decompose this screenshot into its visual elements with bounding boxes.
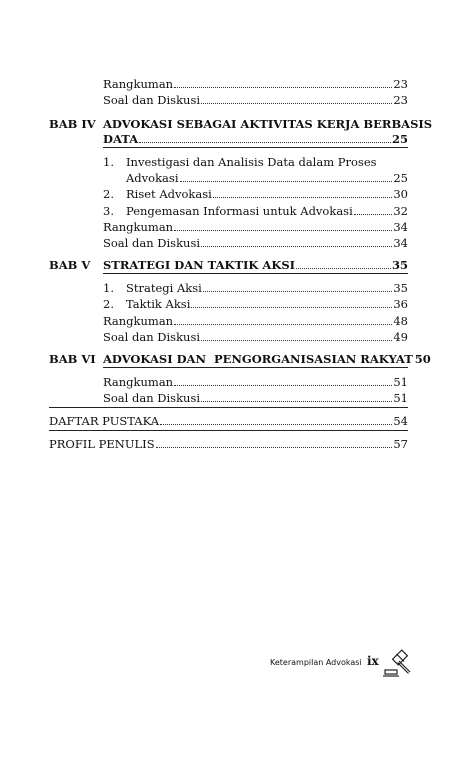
chapter-title-ch6: ADVOKASI DAN PENGORGANISASIAN RAKYAT <box>103 352 413 366</box>
toc-entry-page: 48 <box>393 314 408 328</box>
chapter-page-ch4: 25 <box>391 132 408 146</box>
chapter-label-ch4: BAB IV <box>49 117 96 131</box>
chapter-title-ch4-line1[interactable]: ADVOKASI SEBAGAI AKTIVITAS KERJA BERBASIS <box>103 117 433 131</box>
toc-entry-summary-ch6[interactable] <box>103 375 408 389</box>
toc-entry-title: Strategi Aksi <box>126 281 202 295</box>
chapter-underline <box>103 273 408 274</box>
toc-item-riset[interactable] <box>126 187 408 201</box>
toc-entry-page: 32 <box>393 204 408 218</box>
chapter-entry-ch6[interactable] <box>103 352 431 366</box>
toc-entry-title: Rangkuman <box>103 220 174 234</box>
toc-entry-title: Soal dan Diskusi <box>103 236 201 250</box>
toc-entry-title: Advokasi <box>126 171 179 185</box>
toc-entry-page: 23 <box>393 93 408 107</box>
dot-leader <box>174 324 392 325</box>
item-number: 2. <box>103 297 114 311</box>
toc-entry-page: 36 <box>393 297 408 311</box>
toc-entry-page: 23 <box>393 77 408 91</box>
dot-leader <box>201 340 392 341</box>
toc-entry-page: 49 <box>393 330 408 344</box>
dot-leader <box>139 142 391 143</box>
toc-entry-summary-ch4[interactable] <box>103 220 408 234</box>
chapter-label-ch5: BAB V <box>49 258 91 272</box>
toc-entry-title: Soal dan Diskusi <box>103 330 201 344</box>
dot-leader <box>201 246 392 247</box>
toc-entry-author-profile[interactable] <box>49 437 408 451</box>
dot-leader <box>174 385 392 386</box>
toc-entry-page: 54 <box>393 414 408 428</box>
chapter-label-ch6: BAB VI <box>49 352 96 366</box>
toc-entry-discussion-ch3[interactable] <box>103 93 408 107</box>
toc-entry-summary-ch3[interactable] <box>103 77 408 91</box>
toc-entry-bibliography[interactable] <box>49 414 408 428</box>
chapter-underline <box>103 367 408 368</box>
item-number: 1. <box>103 281 114 295</box>
toc-entry-discussion-ch6[interactable] <box>103 391 408 405</box>
dot-leader <box>203 291 393 292</box>
toc-entry-title: Rangkuman <box>103 375 174 389</box>
toc-item-line1[interactable]: Investigasi dan Analisis Data dalam Proses <box>126 155 377 169</box>
toc-entry-page: 30 <box>393 187 408 201</box>
toc-entry-title: Soal dan Diskusi <box>103 93 201 107</box>
toc-entry-page: 57 <box>393 437 408 451</box>
dot-leader <box>201 401 392 402</box>
toc-entry-page: 35 <box>393 281 408 295</box>
chapter-page-ch5: 35 <box>391 258 408 272</box>
footer-page-number: ix <box>367 654 379 668</box>
toc-entry-title: Taktik Aksi <box>126 297 191 311</box>
toc-entry-title: Riset Advokasi <box>126 187 212 201</box>
toc-entry-discussion-ch4[interactable] <box>103 236 408 250</box>
chapter-title-ch5: STRATEGI DAN TAKTIK AKSI <box>103 258 296 272</box>
dot-leader <box>296 268 391 269</box>
item-number: 3. <box>103 204 114 218</box>
toc-entry-title: PROFIL PENULIS <box>49 437 155 451</box>
toc-entry-page: 25 <box>393 171 408 185</box>
chapter-entry-ch4[interactable] <box>103 132 408 146</box>
toc-item-strategi[interactable] <box>126 281 408 295</box>
dot-leader <box>174 87 392 88</box>
toc-entry-page: 34 <box>393 220 408 234</box>
dot-leader <box>213 197 393 198</box>
toc-item-pengemasan[interactable] <box>126 204 408 218</box>
chapter-entry-ch5[interactable] <box>103 258 408 272</box>
toc-entry-page: 34 <box>393 236 408 250</box>
dot-leader <box>174 230 392 231</box>
dot-leader <box>160 424 392 425</box>
gavel-icon <box>382 648 414 680</box>
toc-entry-title: Soal dan Diskusi <box>103 391 201 405</box>
dot-leader <box>191 307 392 308</box>
toc-entry-page: 51 <box>393 391 408 405</box>
dot-leader <box>180 181 393 182</box>
section-divider <box>49 407 408 408</box>
toc-entry-title: Pengemasan Informasi untuk Advokasi <box>126 204 353 218</box>
dot-leader <box>354 214 393 215</box>
item-number: 2. <box>103 187 114 201</box>
toc-item-taktik[interactable] <box>126 297 408 311</box>
chapter-underline <box>103 147 408 148</box>
toc-entry-page: 51 <box>393 375 408 389</box>
toc-entry-summary-ch5[interactable] <box>103 314 408 328</box>
toc-entry-title: DAFTAR PUSTAKA <box>49 414 160 428</box>
toc-item-investigasi[interactable] <box>126 171 408 185</box>
toc-entry-title: Rangkuman <box>103 77 174 91</box>
toc-entry-title: Rangkuman <box>103 314 174 328</box>
footer-book-title: Keterampilan Advokasi <box>270 658 362 667</box>
dot-leader <box>156 447 393 448</box>
toc-entry-discussion-ch5[interactable] <box>103 330 408 344</box>
chapter-title-ch4-line2: DATA <box>103 132 139 146</box>
dot-leader <box>201 103 392 104</box>
chapter-page-ch6: 50 <box>414 352 431 366</box>
section-divider <box>49 430 408 431</box>
item-number: 1. <box>103 155 114 169</box>
